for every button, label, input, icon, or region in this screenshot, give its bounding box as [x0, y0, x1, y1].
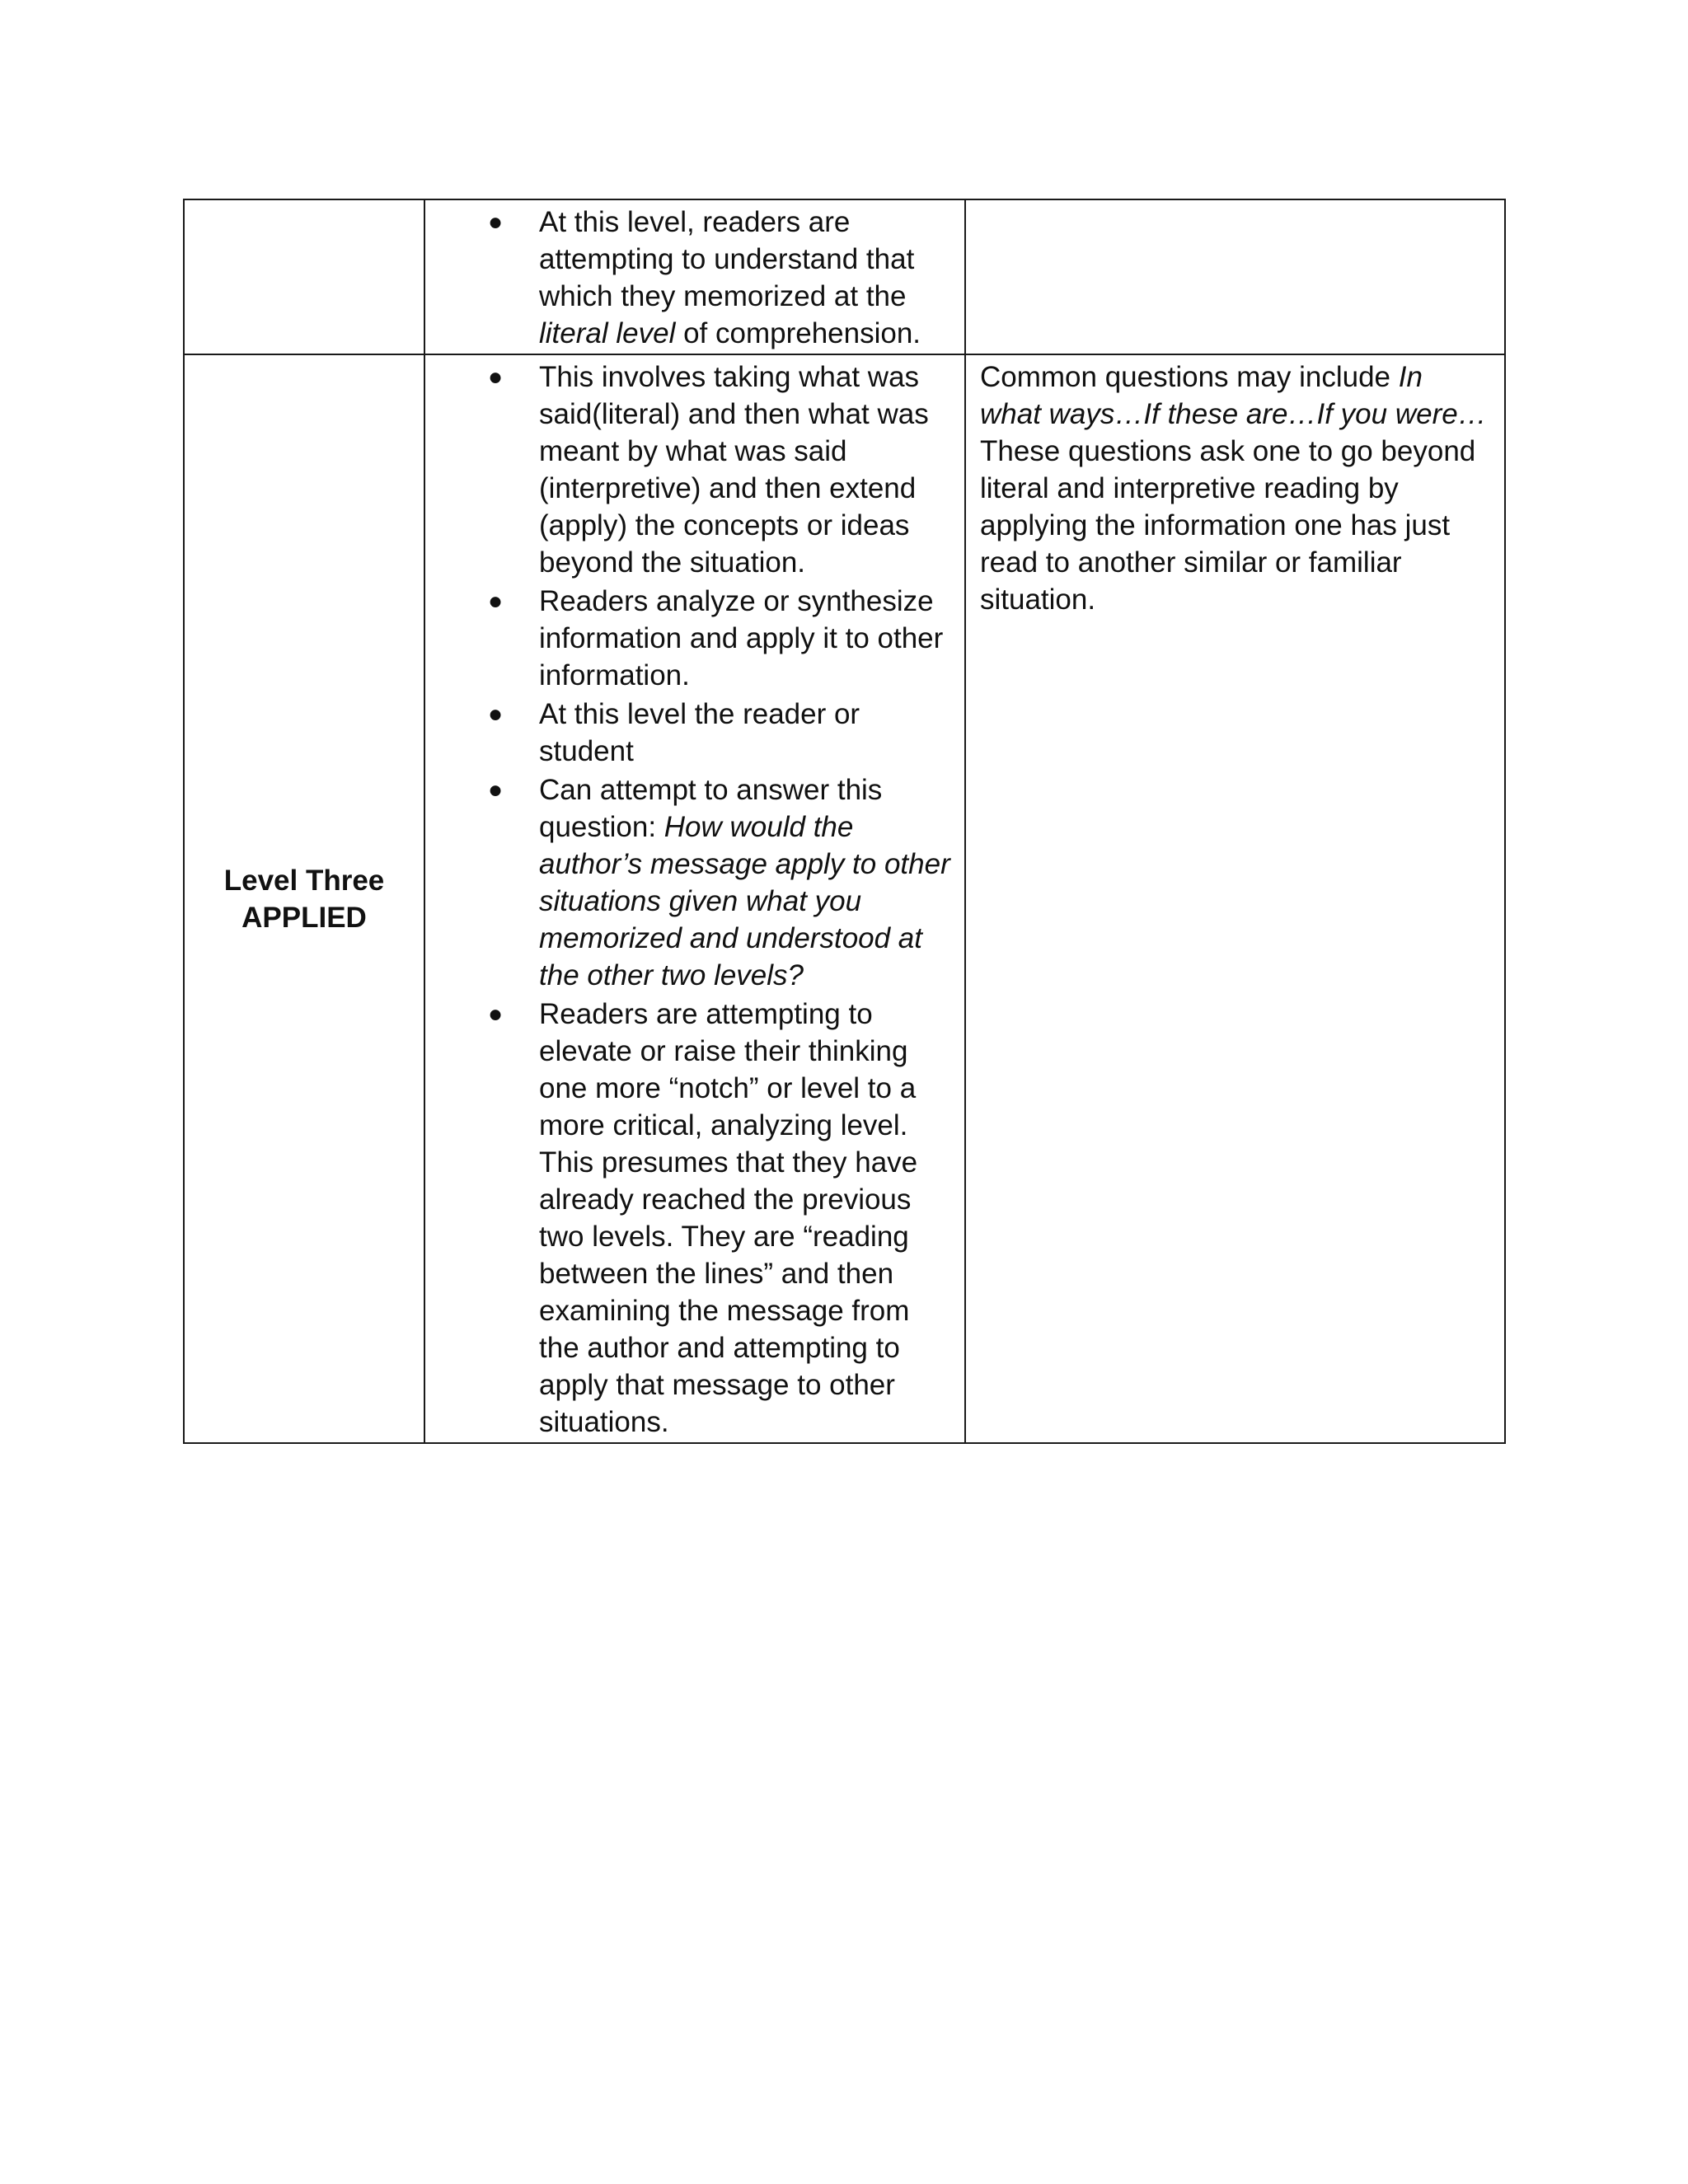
- bullet-item: [488, 359, 956, 581]
- text-run: Readers are attempting to elevate or raise their thinking one more “notch” or level to a more critical, analyzing level. This presumes that they have already reached the previous two levels. They are “reading between the lines” and then examining the message from the author and attempting to apply that message to other situations.: [539, 998, 918, 1438]
- text-run: Common questions may include: [980, 361, 1399, 393]
- questions-cell: [965, 354, 1505, 1443]
- bullet-item: [488, 996, 956, 1441]
- bullet-dot-icon: ●: [488, 1001, 504, 1028]
- bullet-item: [488, 696, 956, 770]
- comprehension-levels-table: [183, 199, 1506, 1444]
- bullet-dot-icon: ●: [488, 588, 504, 615]
- level-label-cell: [184, 354, 424, 1443]
- table-body: [184, 199, 1505, 1443]
- description-cell: [424, 199, 965, 354]
- level-type: APPLIED: [241, 901, 367, 934]
- bullet-dot-icon: ●: [488, 701, 504, 728]
- italic-text: How would the author’s message apply to other situations given what you memorized and understood at the other two levels?: [539, 811, 950, 991]
- bullet-item: [488, 204, 956, 352]
- text-run: At this level the reader or student: [539, 698, 860, 767]
- text-run: These questions ask one to go beyond literal and interpretive reading by applying the information one has just read to another similar or familiar situation.: [980, 435, 1476, 616]
- description-cell: [424, 354, 965, 1443]
- text-run: At this level, readers are attempting to understand that which they memorized at the: [539, 206, 915, 312]
- text-run: of comprehension.: [675, 317, 921, 349]
- bullet-dot-icon: ●: [488, 363, 504, 391]
- questions-text: [966, 355, 1504, 618]
- text-run: Can attempt to answer this question:: [539, 774, 883, 843]
- bullet-dot-icon: ●: [488, 776, 504, 804]
- bullet-item: [488, 771, 956, 994]
- bullet-item: [488, 583, 956, 694]
- table-row: [184, 199, 1505, 354]
- bullet-list: [425, 355, 964, 1441]
- questions-cell: [965, 199, 1505, 354]
- level-label-cell: [184, 199, 424, 354]
- table-row: [184, 354, 1505, 1443]
- text-run: Readers analyze or synthesize information and apply it to other information.: [539, 585, 944, 691]
- text-run: This involves taking what was said(literal) and then what was meant by what was said (interpretive) and then extend (apply) the concepts or ideas beyond the situation.: [539, 361, 929, 579]
- italic-text: literal level: [539, 317, 676, 349]
- italic-text: In what ways…If these are…If you were…: [980, 361, 1487, 430]
- level-name: Level Three: [223, 864, 385, 897]
- questions-text: [966, 200, 1504, 204]
- bullet-list: [425, 200, 964, 352]
- bullet-dot-icon: ●: [488, 209, 504, 236]
